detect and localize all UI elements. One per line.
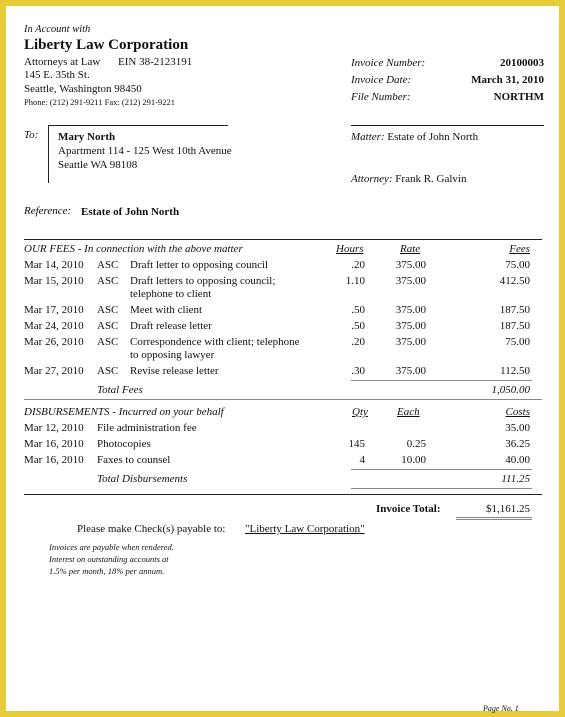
to-label: To: <box>24 129 39 141</box>
col-rate: Rate <box>400 243 421 255</box>
matter-value: Estate of John North <box>387 131 479 143</box>
fee-rate: 375.00 <box>395 275 426 287</box>
fee-rate: 375.00 <box>395 259 426 271</box>
fee-code: ASC <box>97 365 119 377</box>
attorney-line <box>351 173 467 185</box>
col-hours: Hours <box>336 243 364 255</box>
disb-cost: 40.00 <box>505 454 530 466</box>
fees-subtotal-rule <box>351 380 532 381</box>
attorney-label: Attorney: <box>351 173 393 185</box>
fee-amount: 75.00 <box>505 336 530 348</box>
reference-label: Reference: <box>24 205 72 217</box>
fee-date: Mar 24, 2010 <box>24 320 84 332</box>
client-address2: Seattle WA 98108 <box>58 159 138 171</box>
disb-cost: 36.25 <box>505 438 530 450</box>
invoice-date: March 31, 2010 <box>471 74 544 86</box>
fee-code: ASC <box>97 336 119 348</box>
fee-desc-cont: to opposing lawyer <box>130 349 215 361</box>
total-fees: 1,050.00 <box>491 384 530 396</box>
fee-desc: Correspondence with client; telephone <box>130 336 300 348</box>
fee-code: ASC <box>97 259 119 271</box>
fee-code: ASC <box>97 320 119 332</box>
client-address1: Apartment 114 - 125 West 10th Avenue <box>58 145 232 157</box>
in-account-with: In Account with <box>24 24 91 35</box>
total-disbursements-label: Total Disbursements <box>97 473 188 485</box>
fee-date: Mar 26, 2010 <box>24 336 84 348</box>
terms-line2: Interest on outstanding accounts at <box>49 554 169 564</box>
col-qty: Qty <box>352 406 368 418</box>
client-box-left <box>48 125 49 183</box>
invoice-number: 20100003 <box>500 57 544 69</box>
client-box-top <box>48 125 228 126</box>
fee-date: Mar 27, 2010 <box>24 365 84 377</box>
fee-amount: 112.50 <box>500 365 530 377</box>
terms-line3: 1.5% per month, 18% per annum. <box>49 566 165 576</box>
firm-line1: Attorneys at Law <box>24 56 101 68</box>
fee-rate: 375.00 <box>395 320 426 332</box>
fee-rate: 375.00 <box>395 336 426 348</box>
matter-line <box>351 131 478 143</box>
total-disbursements: 111.25 <box>501 473 530 485</box>
disb-each: 10.00 <box>401 454 426 466</box>
disb-desc: File administration fee <box>97 422 197 434</box>
fee-amount: 187.50 <box>499 304 530 316</box>
fee-date: Mar 17, 2010 <box>24 304 84 316</box>
file-number: NORTHM <box>493 91 544 103</box>
firm-name: Liberty Law Corporation <box>24 37 189 53</box>
disb-desc: Faxes to counsel <box>97 454 171 466</box>
total-fees-label: Total Fees <box>97 384 143 396</box>
col-fees: Fees <box>509 243 530 255</box>
disb-desc: Photocopies <box>97 438 151 450</box>
fee-desc-cont: telephone to client <box>130 288 212 300</box>
fee-desc: Draft letter to opposing council <box>130 259 269 271</box>
fee-amount: 75.00 <box>505 259 530 271</box>
disb-date: Mar 16, 2010 <box>24 454 84 466</box>
page-number: Page No. 1 <box>483 704 519 713</box>
fee-hours: .50 <box>351 304 365 316</box>
fee-rate: 375.00 <box>395 304 426 316</box>
invoice-total: $1,161.25 <box>486 503 530 515</box>
fee-amount: 187.50 <box>499 320 530 332</box>
fee-desc: Revise release letter <box>130 365 219 377</box>
fee-hours: .30 <box>351 365 365 377</box>
disb-qty: 145 <box>348 438 365 450</box>
disb-total-rule <box>351 488 532 489</box>
fee-hours: .50 <box>351 320 365 332</box>
fee-amount: 412.50 <box>499 275 530 287</box>
fee-hours: .20 <box>351 336 365 348</box>
disb-subtotal-rule <box>351 469 532 470</box>
fee-code: ASC <box>97 275 119 287</box>
fee-desc: Meet with client <box>130 304 203 316</box>
fee-date: Mar 14, 2010 <box>24 259 84 271</box>
firm-address1: 145 E. 35th St. <box>24 69 90 81</box>
payable-to: "Liberty Law Corporation" <box>245 523 365 535</box>
invoice-number-label: Invoice Number: <box>351 57 426 69</box>
fee-hours: .20 <box>351 259 365 271</box>
totals-rule <box>24 494 542 495</box>
disb-top-rule <box>24 399 542 400</box>
firm-address2: Seattle, Washington 98450 <box>24 83 142 95</box>
reference-value: Estate of John North <box>81 206 180 218</box>
matter-rule <box>351 125 544 126</box>
col-costs: Costs <box>505 406 530 418</box>
fee-desc: Draft release letter <box>130 320 212 332</box>
fee-date: Mar 15, 2010 <box>24 275 84 287</box>
fee-hours: 1.10 <box>345 275 365 287</box>
matter-label: Matter: <box>351 131 385 143</box>
fee-code: ASC <box>97 304 119 316</box>
disb-date: Mar 12, 2010 <box>24 422 84 434</box>
client-name: Mary North <box>58 131 116 143</box>
col-each: Each <box>397 406 420 418</box>
disb-qty: 4 <box>359 454 365 466</box>
invoice-total-label: Invoice Total: <box>376 503 441 515</box>
invoice-total-rule1 <box>456 517 532 518</box>
fees-header: OUR FEES - In connection with the above matter <box>24 243 243 255</box>
firm-phone-fax: Phone: (212) 291-9211 Fax: (212) 291-9221 <box>24 97 176 107</box>
fee-rate: 375.00 <box>395 365 426 377</box>
invoice-page <box>6 6 559 711</box>
disb-each: 0.25 <box>406 438 426 450</box>
disb-date: Mar 16, 2010 <box>24 438 84 450</box>
fee-desc: Draft letters to opposing council; <box>130 275 276 287</box>
disbursements-header: DISBURSEMENTS - Incurred on your behalf <box>24 406 224 418</box>
attorney-value: Frank R. Galvin <box>395 173 467 185</box>
invoice-date-label: Invoice Date: <box>351 74 412 86</box>
fees-top-rule <box>24 239 542 240</box>
invoice-total-rule2 <box>456 519 532 520</box>
file-number-label: File Number: <box>351 91 411 103</box>
disb-cost: 35.00 <box>505 422 530 434</box>
firm-ein: EIN 38-2123191 <box>118 56 193 68</box>
payable-label: Please make Check(s) payable to: <box>77 523 226 535</box>
terms-line1: Invoices are payable when rendered. <box>49 542 174 552</box>
